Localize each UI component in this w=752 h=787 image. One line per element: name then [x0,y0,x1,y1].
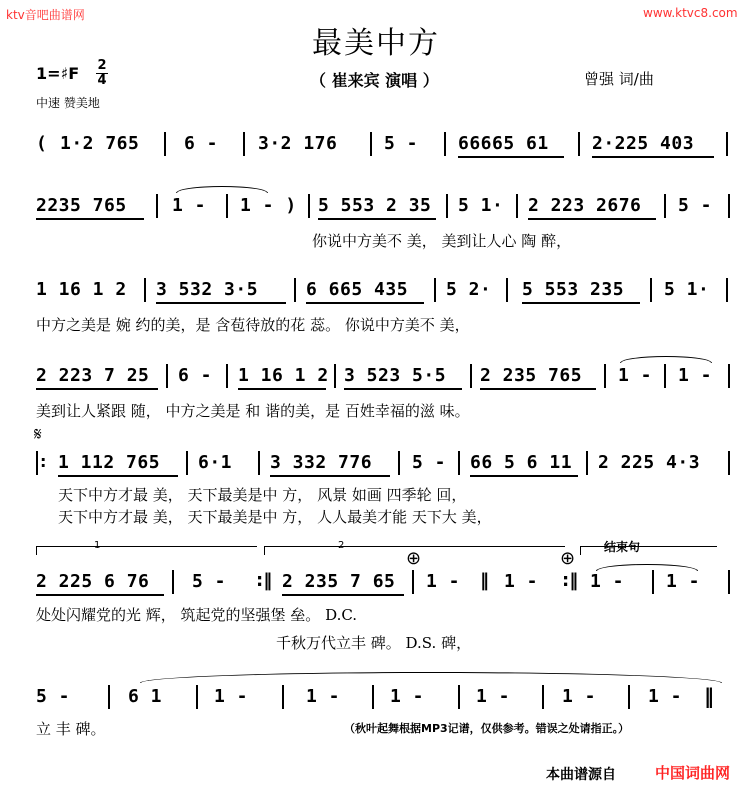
measure: 1 - [590,571,625,592]
measure: 66665 61 [458,133,549,154]
measure: 1 - [666,571,701,592]
bar-line [542,685,544,709]
measure: 1 - [618,365,653,386]
measure: 1·2 765 [60,133,140,154]
bar-line [458,685,460,709]
repeat-end-bar: :‖ [256,570,273,591]
measure: 2 223 2676 [528,195,642,216]
final-bar: ‖ [704,684,714,708]
bar-line [728,451,730,475]
transcription-note: （秋叶起舞根据MP3记谱，仅供参考。错误之处请指正。） [344,722,630,735]
bar-line [604,364,606,388]
beam [344,388,462,390]
bar-line [664,364,666,388]
measure: 1 - [306,686,341,707]
measure: 5 553 2 35 [318,195,432,216]
bar-line [334,364,336,388]
coda-sign: ⊕ [406,548,422,569]
bar-line [186,451,188,475]
measure: 5 - [678,195,713,216]
bar-line [650,278,652,302]
beam [36,594,164,596]
song-title: 最美中方 [312,26,440,61]
measure: 2 225 6 76 [36,571,150,592]
measure: 2 235 765 [480,365,583,386]
lyrics-line: 处处闪耀党的光 辉， 筑起党的坚强堡 垒。 D.C. [36,606,358,624]
beam [528,218,656,220]
bar-line [664,194,666,218]
measure: 1 16 1 2 [238,365,329,386]
repeat-end-bar: :‖ [562,570,579,591]
tie [596,564,698,571]
repeat-dots: : [40,452,47,471]
measure: 1 - [648,686,683,707]
beam [36,388,158,390]
measure: 1 - [476,686,511,707]
ending-bracket [580,546,717,555]
beam [306,302,424,304]
bar-line [144,278,146,302]
bar-line [243,132,245,156]
measure: 3 332 776 [270,452,373,473]
bar-line [172,570,174,594]
beam [592,156,714,158]
measure: 1 - [678,365,713,386]
bar-line [166,364,168,388]
bar-line [164,132,166,156]
singer-credit: （ 崔来宾 演唱 ） [310,71,439,90]
bar-line [398,451,400,475]
bar-line [628,685,630,709]
bar-line [412,570,414,594]
measure: 6 - [184,133,219,154]
measure: 5 1· [458,195,504,216]
lyrics-line: 天下中方才最 美， 天下最美是中 方， 风景 如画 四季轮 回， [58,486,467,504]
bar-line [156,194,158,218]
beam [458,156,564,158]
tie [620,356,712,363]
lyrics-line: 立 丰 碑。 [36,720,106,738]
volta-label-1: 1 [94,540,101,551]
bar-line [506,278,508,302]
bar-line [728,570,730,594]
beam [238,388,326,390]
measure: 1 - [172,195,207,216]
measure: 5 - [384,133,419,154]
bar-line [226,194,228,218]
bar-line [226,364,228,388]
measure: 5 1· [664,279,710,300]
measure: 1 - ) [240,195,297,216]
tie [140,672,722,683]
bar-line [726,278,728,302]
measure: 1 - [562,686,597,707]
ending-label: 结束句 [604,540,641,554]
time-signature-top: 2 [97,58,107,73]
beam [58,475,178,477]
key-signature: 1=♯F [36,64,80,83]
coda-sign: ⊕ [560,548,576,569]
beam [282,594,404,596]
bar-line [308,194,310,218]
bar-line [196,685,198,709]
volta-bracket-1 [36,546,257,555]
measure: 5 - [412,452,447,473]
bar-line [282,685,284,709]
measure: 3·2 176 [258,133,338,154]
beam [480,388,596,390]
bar-line [458,451,460,475]
measure: 5 - [36,686,71,707]
lyrics-line: 你说中方美不 美， 美到让人心 陶 醉， [312,232,572,250]
measure: 5 553 235 [522,279,625,300]
measure: 6 - [178,365,213,386]
measure: 3 523 5·5 [344,365,447,386]
time-signature [96,60,108,87]
bar-line [652,570,654,594]
lyrics-line-2: 千秋万代立丰 碑。 D.S. 碑， [276,634,472,652]
measure: 6 1 [128,686,163,707]
beam [156,302,286,304]
bar-line [578,132,580,156]
bar-line [434,278,436,302]
composer-credit: 曾强 词/曲 [584,70,654,88]
bar-line [728,364,730,388]
bar-line [258,451,260,475]
bar-line [444,132,446,156]
measure: 1 - [426,571,461,592]
measure: 1 - [504,571,539,592]
tie [176,186,268,193]
repeat-start-bar [36,451,38,475]
bar-line [726,132,728,156]
measure: 1 112 765 [58,452,161,473]
bar-line [294,278,296,302]
bar-line [516,194,518,218]
measure: 2235 765 [36,195,127,216]
measure: 2 225 4·3 [598,452,701,473]
bar-line [446,194,448,218]
bar-line [728,194,730,218]
footer-site-link[interactable]: 中国词曲网 [655,764,731,782]
watermark-left: ktv音吧曲谱网 [6,8,85,22]
beam [36,218,144,220]
beam [522,302,640,304]
double-bar: ‖ [480,570,489,591]
measure: ( [36,133,48,154]
segno-sign: 𝄋 [34,424,42,445]
measure: 6·1 [198,452,233,473]
measure: 2 235 7 65 [282,571,396,592]
measure: 6 665 435 [306,279,409,300]
lyrics-line-2: 天下中方才最 美， 天下最美是中 方， 人人最美才能 天下大 美， [58,508,492,526]
tempo-marking: 中速 赞美地 [36,96,100,110]
footer-source-label: 本曲谱源自 [546,767,616,783]
beam [270,475,390,477]
bar-line [470,364,472,388]
lyrics-line: 中方之美是 婉 约的美，是 含苞待放的花 蕊。 你说中方美不 美， [36,316,470,334]
measure: 5 2· [446,279,492,300]
measure: 66 5 6 11 [470,452,573,473]
bar-line [370,132,372,156]
beam [470,475,578,477]
volta-label-2: 2 [338,540,345,551]
measure: 1 - [214,686,249,707]
measure: 1 16 1 2 [36,279,127,300]
time-signature-bottom: 4 [97,73,107,88]
lyrics-line: 美到让人紧跟 随， 中方之美是 和 谐的美，是 百姓幸福的滋 味。 [36,402,470,420]
bar-line [108,685,110,709]
beam [318,218,436,220]
measure: 1 - [390,686,425,707]
watermark-right: www.ktvc8.com [643,6,738,20]
measure: 5 - [192,571,227,592]
measure: 2 223 7 25 [36,365,150,386]
measure: 3 532 3·5 [156,279,259,300]
bar-line [586,451,588,475]
measure: 2·225 403 [592,133,695,154]
bar-line [372,685,374,709]
